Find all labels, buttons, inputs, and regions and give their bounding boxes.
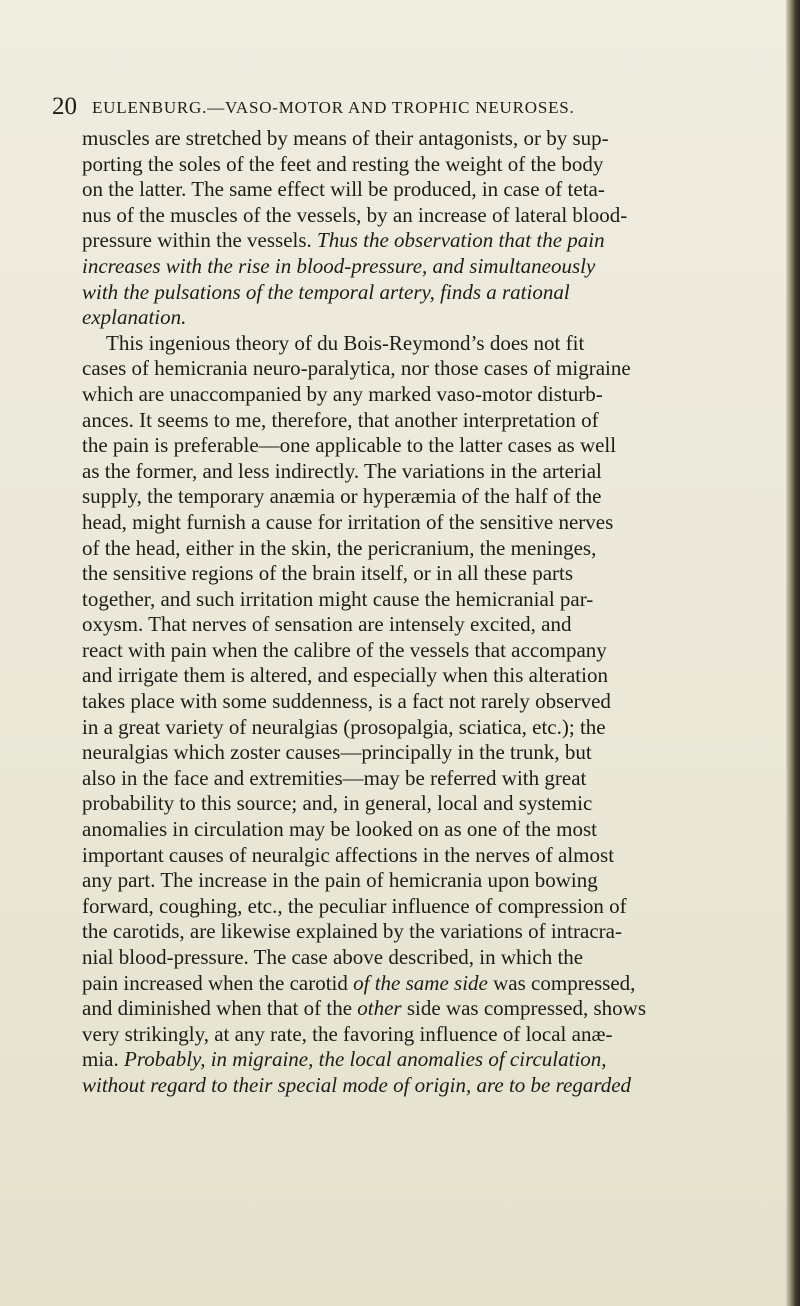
text-line: without regard to their special mode of origin, are to be regarded	[82, 1072, 632, 1097]
text-line: takes place with some suddenness, is a fact not rarely observed	[82, 689, 611, 714]
text-line: nus of the muscles of the vessels, by an increase of lateral blood-	[82, 202, 628, 227]
text-line: porting the soles of the feet and resting the weight of the body	[82, 151, 604, 176]
text-line: of the head, either in the skin, the pericranium, the meninges,	[82, 535, 597, 560]
text-line: also in the face and extremities—may be referred with great	[82, 765, 587, 790]
text-line: the pain is preferable—one applicable to the latter cases as well	[82, 433, 617, 458]
text-line: forward, coughing, etc., the peculiar influence of compression of	[82, 893, 627, 918]
text-line: react with pain when the calibre of the vessels that accompany	[82, 637, 607, 662]
text-line: which are unaccompanied by any marked vaso-motor disturb-	[82, 381, 603, 406]
text-line: the carotids, are likewise explained by the variations of intracra-	[82, 919, 622, 944]
text-line: nial blood-pressure. The case above described, in which the	[82, 945, 584, 969]
text-line: supply, the temporary anæmia or hyperæmia of the half of the	[82, 484, 602, 509]
text-line: explanation.	[82, 305, 187, 330]
text-line: pressure within the vessels. Thus the observation that the pain	[82, 228, 605, 253]
text-line: ances. It seems to me, therefore, that another interpretation of	[82, 407, 599, 432]
text-line: anomalies in circulation may be looked on as one of the most	[82, 817, 597, 842]
text-line: on the latter. The same effect will be produced, in case of teta-	[82, 177, 605, 202]
text-line: head, might furnish a cause for irritation of the sensitive nerves	[82, 509, 614, 534]
body-text	[82, 126, 772, 1099]
text-line: in a great variety of neuralgias (prosopalgia, sciatica, etc.); the	[82, 714, 606, 739]
text-line: mia. Probably, in migraine, the local anomalies of circulation,	[82, 1047, 607, 1072]
text-line: pain increased when the carotid of the same side was compressed,	[82, 970, 636, 995]
text-line: muscles are stretched by means of their antagonists, or by sup-	[82, 126, 609, 150]
text-line: with the pulsations of the temporal artery, finds a rational	[82, 279, 570, 304]
text-line: probability to this source; and, in general, local and systemic	[82, 791, 593, 816]
text-line: as the former, and less indirectly. The variations in the arterial	[82, 458, 602, 483]
text-line: neuralgias which zoster causes—principally in the trunk, but	[82, 740, 592, 765]
text-line: and diminished when that of the other side was compressed, shows	[82, 996, 646, 1021]
text-line: This ingenious theory of du Bois-Reymond’s does not fit	[106, 330, 585, 355]
text-line: together, and such irritation might cause the hemicranial par-	[82, 586, 594, 611]
page-edge-shadow	[786, 0, 800, 1306]
page-number: 20	[52, 93, 77, 120]
text-line: cases of hemicrania neuro-paralytica, nor those cases of migraine	[82, 356, 631, 381]
text-line: increases with the rise in blood-pressure, and simultaneously	[82, 253, 596, 278]
text-line: the sensitive regions of the brain itself, or in all these parts	[82, 561, 574, 586]
running-title: EULENBURG.—VASO-MOTOR AND TROPHIC NEUROSES.	[92, 98, 575, 117]
text-line: oxysm. That nerves of sensation are intensely excited, and	[82, 612, 572, 637]
text-line: important causes of neuralgic affections in the nerves of almost	[82, 842, 615, 867]
text-line: very strikingly, at any rate, the favoring influence of local anæ-	[82, 1021, 613, 1046]
page-header	[52, 92, 752, 122]
text-line: and irrigate them is altered, and especially when this alteration	[82, 663, 608, 688]
text-line: any part. The increase in the pain of hemicrania upon bowing	[82, 868, 598, 893]
